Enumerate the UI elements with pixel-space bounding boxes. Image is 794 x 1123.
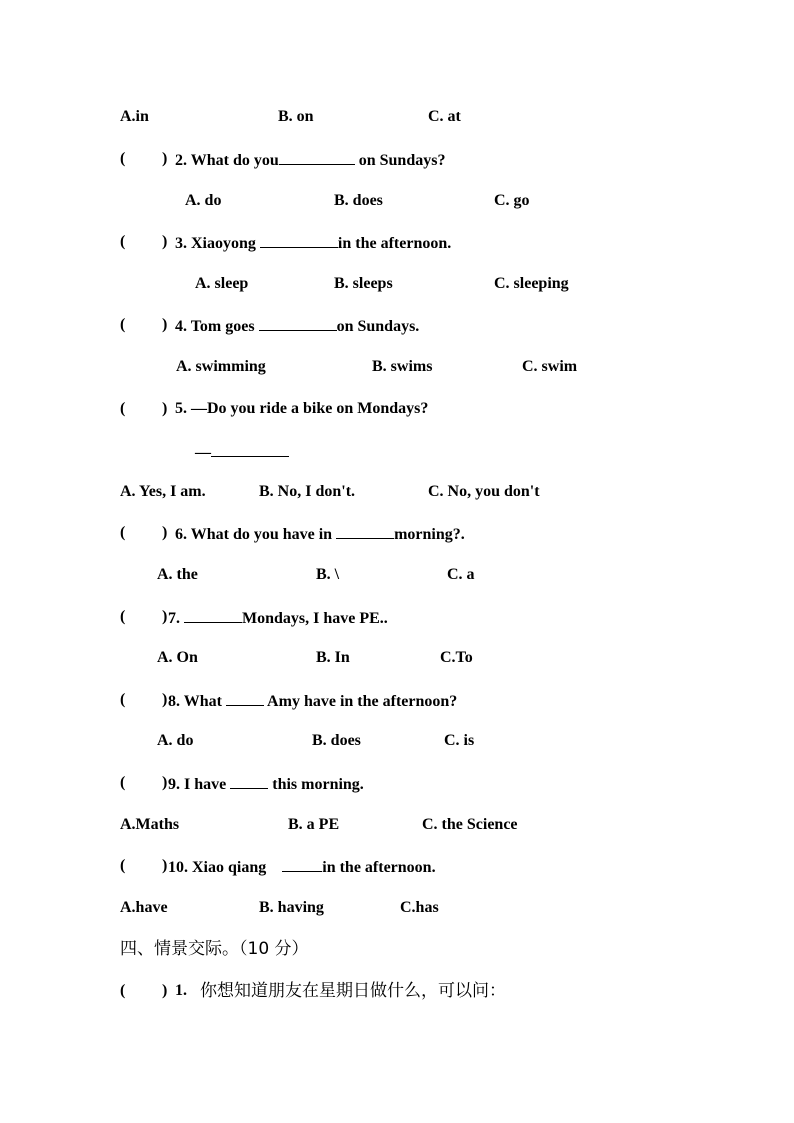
- question-8-text: [168, 690, 457, 712]
- answer-paren-right: ): [162, 400, 168, 417]
- option-c[interactable]: C. the Science: [422, 816, 518, 833]
- answer-paren-right: ): [162, 774, 168, 791]
- question-5-text: 5. —Do you ride a bike on Mondays?: [175, 400, 429, 417]
- question-text: Mondays, I have PE..: [242, 610, 388, 627]
- answer-blank[interactable]: [279, 149, 355, 165]
- question-text: 10. Xiao qiang: [168, 859, 283, 876]
- question-text: 4. Tom goes: [175, 318, 259, 335]
- answer-line: [195, 441, 289, 463]
- question-number: 1.: [175, 982, 187, 999]
- answer-blank[interactable]: [211, 441, 289, 457]
- option-a[interactable]: A.in: [120, 108, 149, 125]
- option-b[interactable]: B. In: [316, 649, 350, 666]
- question-text: 你想知道朋友在星期日做什么，可以问：: [200, 981, 506, 1001]
- question-2-text: [175, 149, 445, 171]
- option-b[interactable]: B. No, I don't.: [259, 483, 356, 500]
- answer-blank[interactable]: [282, 856, 322, 872]
- question-text: 2. What do you: [175, 152, 279, 169]
- question-text: 9. I have: [168, 776, 231, 793]
- answer-paren-right: ): [162, 233, 168, 250]
- answer-paren-right: ): [162, 608, 168, 625]
- option-c[interactable]: C. at: [428, 108, 461, 125]
- question-6-text: [175, 523, 465, 545]
- question-text: on Sundays?: [354, 152, 446, 169]
- question-text: 6. What do you have in: [175, 526, 337, 543]
- answer-blank[interactable]: [184, 607, 242, 623]
- answer-paren-left: (: [120, 691, 126, 708]
- option-b[interactable]: B. having: [259, 899, 324, 916]
- answer-paren-left: (: [120, 316, 126, 333]
- option-a[interactable]: A. On: [157, 649, 198, 666]
- option-a[interactable]: A. swimming: [176, 358, 266, 375]
- answer-blank[interactable]: [230, 773, 268, 789]
- answer-paren-left: (: [120, 150, 126, 167]
- option-c[interactable]: C. swim: [522, 358, 578, 375]
- option-b[interactable]: B. a PE: [288, 816, 340, 833]
- option-a[interactable]: A. do: [185, 192, 222, 209]
- option-c[interactable]: C.has: [400, 899, 439, 916]
- answer-paren-left: (: [120, 608, 126, 625]
- answer-blank[interactable]: [259, 315, 337, 331]
- question-text: in the afternoon.: [322, 859, 436, 876]
- answer-paren-right: ): [162, 982, 168, 999]
- question-4-text: [175, 315, 419, 337]
- option-b[interactable]: B. \: [316, 566, 340, 583]
- option-c[interactable]: C.To: [440, 649, 473, 666]
- question-text: on Sundays.: [336, 318, 420, 335]
- option-a[interactable]: A. sleep: [195, 275, 249, 292]
- answer-paren-left: (: [120, 857, 126, 874]
- option-a[interactable]: A.have: [120, 899, 168, 916]
- option-c[interactable]: C. sleeping: [494, 275, 569, 292]
- answer-paren-right: ): [162, 524, 168, 541]
- option-a[interactable]: A. do: [157, 732, 194, 749]
- question-text: 8. What: [168, 693, 226, 710]
- answer-paren-right: ): [162, 857, 168, 874]
- option-b[interactable]: B. sleeps: [334, 275, 393, 292]
- option-b[interactable]: B. does: [334, 192, 383, 209]
- question-text: 3. Xiaoyong: [175, 235, 260, 252]
- section-title: 四、情景交际。（10 分）: [120, 939, 309, 959]
- answer-paren-left: (: [120, 982, 126, 999]
- option-c[interactable]: C. No, you don't: [428, 483, 540, 500]
- answer-paren-right: ): [162, 316, 168, 333]
- answer-blank[interactable]: [226, 690, 264, 706]
- question-3-text: [175, 232, 451, 254]
- answer-blank[interactable]: [260, 232, 338, 248]
- option-b[interactable]: B. does: [312, 732, 361, 749]
- answer-paren-left: (: [120, 233, 126, 250]
- question-text: 7.: [168, 610, 184, 627]
- question-text: in the afternoon.: [337, 235, 452, 252]
- answer-paren-left: (: [120, 774, 126, 791]
- option-a[interactable]: A. the: [157, 566, 198, 583]
- option-c[interactable]: C. is: [444, 732, 475, 749]
- question-text: morning?.: [394, 526, 465, 543]
- answer-blank[interactable]: [336, 523, 394, 539]
- answer-dash: —: [195, 444, 211, 461]
- question-7-text: [168, 607, 388, 629]
- answer-paren-left: (: [120, 524, 126, 541]
- question-10-text: [168, 856, 436, 878]
- option-c[interactable]: C. go: [494, 192, 530, 209]
- option-b[interactable]: B. swims: [372, 358, 433, 375]
- answer-paren-right: ): [162, 150, 168, 167]
- option-c[interactable]: C. a: [447, 566, 475, 583]
- option-a[interactable]: A. Yes, I am.: [120, 483, 206, 500]
- option-b[interactable]: B. on: [278, 108, 314, 125]
- option-a[interactable]: A.Maths: [120, 816, 180, 833]
- answer-paren-left: (: [120, 400, 126, 417]
- question-9-text: [168, 773, 364, 795]
- question-text: this morning.: [268, 776, 364, 793]
- question-text: Amy have in the afternoon?: [263, 693, 458, 710]
- answer-paren-right: ): [162, 691, 168, 708]
